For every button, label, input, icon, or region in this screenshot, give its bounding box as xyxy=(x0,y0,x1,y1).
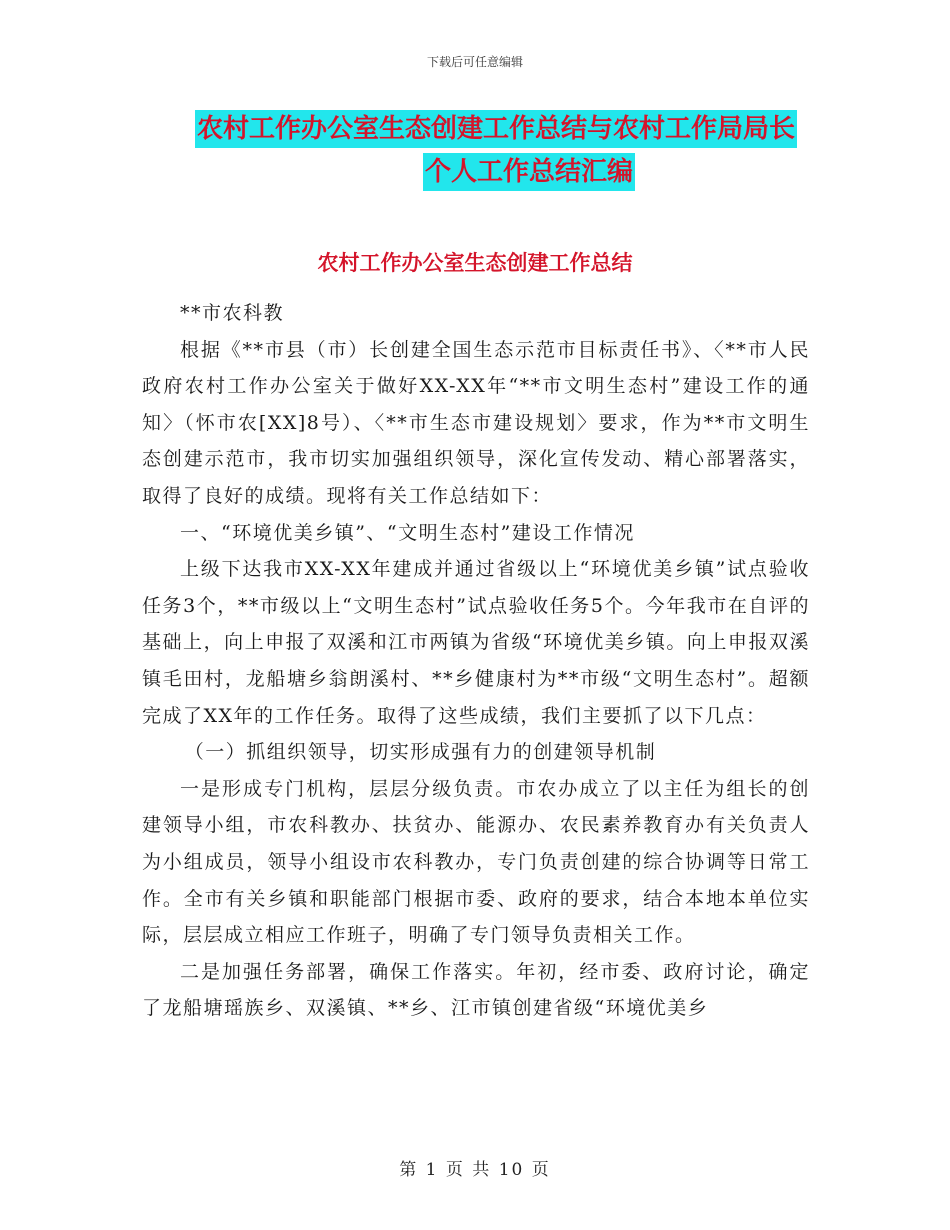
subsection-heading: （一）抓组织领导，切实形成强有力的创建领导机制 xyxy=(184,741,657,764)
section-title: 农村工作办公室生态创建工作总结 xyxy=(317,250,633,275)
paragraph: 二是加强任务部署，确保工作落实。年初，经市委、政府讨论，确定了龙船塘瑶族乡、双溪镇、**乡、江市镇创建省级“环境优美乡 xyxy=(142,960,810,1020)
author-line: **市农科教 xyxy=(180,302,285,324)
section-heading: 一、“环境优美乡镇”、“文明生态村”建设工作情况 xyxy=(180,521,635,544)
title-line-1: 农村工作办公室生态创建工作总结与农村工作局局长 xyxy=(195,110,797,148)
paragraph: 根据《**市县（市）长创建全国生态示范市目标责任书》、〈**市人民政府农村工作办公室关于做好XX-XX年“**市文明生态村”建设工作的通知〉（怀市农[XX]8号）、〈**市生态市建设规划〉要求，作为**市文明生态创建示范市，我市切实加强组织领导，深化宣传发动、精心部署落实，取得了良好的成绩。现将有关工作总结如下： xyxy=(142,338,810,507)
body-text xyxy=(142,295,810,1027)
paragraph: 一是形成专门机构，层层分级负责。市农办成立了以主任为组长的创建领导小组，市农科教办、扶贫办、能源办、农民素养教育办有关负责人为小组成员，领导小组设市农科教办，专门负责创建的综合协调等日常工作。全市有关乡镇和职能部门根据市委、政府的要求，结合本地本单位实际，层层成立相应工作班子，明确了专门领导负责相关工作。 xyxy=(142,777,810,947)
title-line-2: 个人工作总结汇编 xyxy=(423,153,635,191)
header-note: 下载后可任意编辑 xyxy=(426,55,523,69)
paragraph: 上级下达我市XX-XX年建成并通过省级以上“环境优美乡镇”试点验收任务3个，**市级以上“文明生态村”试点验收任务5个。今年我市在自评的基础上，向上申报了双溪和江市两镇为省级“环境优美乡镇。向上申报双溪镇毛田村，龙船塘乡翁朗溪村、**乡健康村为**市级“文明生态村”。超额完成了XX年的工作任务。取得了这些成绩，我们主要抓了以下几点： xyxy=(142,558,810,727)
page-footer: 第 1 页 共 10 页 xyxy=(399,1160,551,1180)
